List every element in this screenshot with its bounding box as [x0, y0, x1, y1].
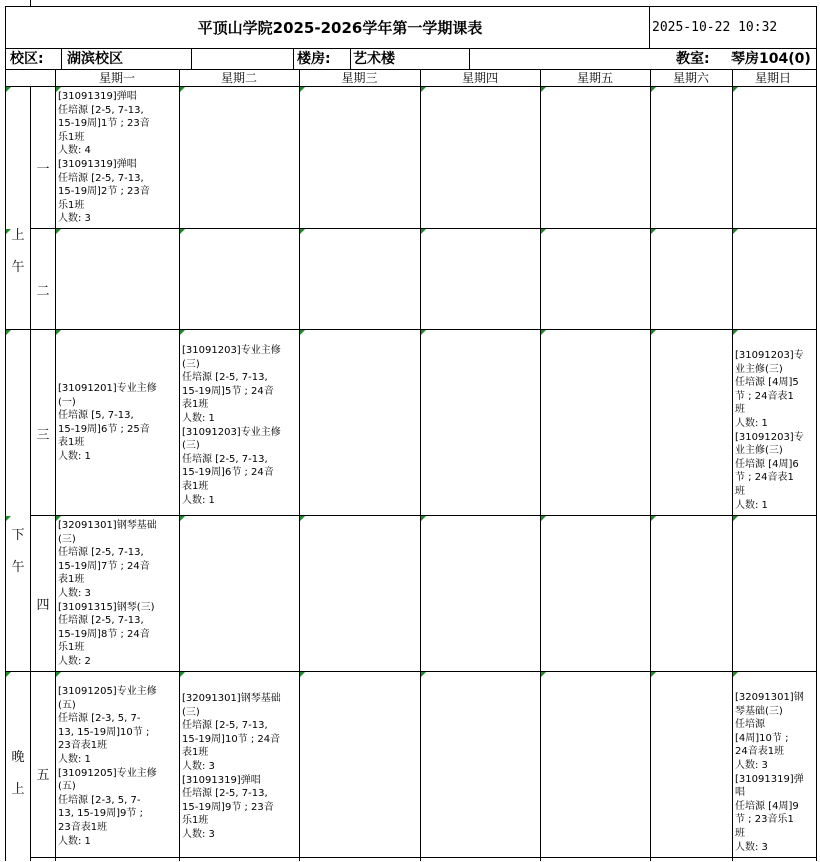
- info-divider-4: [350, 48, 351, 69]
- corner-marker-2-6: [733, 330, 738, 335]
- half-label-morning: 上 午: [11, 228, 25, 275]
- period-label-3: 三: [36, 428, 50, 443]
- day-header-mon: 星期一: [98, 71, 135, 85]
- corner-marker-0-1: [180, 87, 185, 92]
- corner-marker-3-2: [300, 516, 305, 521]
- corner-marker-half-0: [6, 87, 11, 92]
- corner-marker-0-5: [651, 87, 656, 92]
- building-value: 艺术楼: [353, 51, 395, 67]
- corner-marker-4-2: [300, 672, 305, 677]
- corner-marker-half-2: [6, 330, 11, 335]
- col-line-2: [299, 69, 300, 861]
- corner-marker-half-4: [6, 672, 11, 677]
- corner-marker-0-3: [421, 87, 426, 92]
- row-line-5: [30, 857, 816, 858]
- frame-top: [5, 6, 816, 7]
- period-label-4: 四: [36, 598, 50, 613]
- info-divider-2: [191, 48, 192, 69]
- course-cell-p5-sun: [32091301]钢 琴基础(三) 任培源 [4周]10节 ; 24音表1班 人数: 3 [31091319]弹 唱 任培源 [4周]9 节 ; 23音乐1 班 人数: 3: [735, 692, 804, 853]
- corner-marker-3-1: [180, 516, 185, 521]
- day-header-tue: 星期二: [220, 71, 257, 85]
- afternoon-evening-separator: [5, 671, 816, 672]
- course-cell-p4-mon: [32091301]钢琴基础 (三) 任培源 [2-5, 7-13, 15-19周]7节 ; 24音 表1班 人数: 3 [31091315]钢琴(三) 任培源 [2-5, 7-13, 15-19周]8节 ; 24音 乐1班 人数: 2: [58, 520, 157, 667]
- corner-marker-2-3: [421, 330, 426, 335]
- course-cell-p1-mon: [31091319]弹唱 任培源 [2-5, 7-13, 15-19周]1节 ; 23音 乐1班 人数: 4 [31091319]弹唱 任培源 [2-5, 7-13, 15-19周]2节 ; 23音 乐1班 人数: 3: [58, 91, 150, 225]
- room-label: 教室:: [676, 51, 710, 67]
- period-label-2: 二: [36, 284, 50, 299]
- corner-marker-4-6: [733, 672, 738, 677]
- room-value: 琴房104(0): [731, 51, 811, 67]
- corner-marker-2-0: [56, 330, 61, 335]
- corner-marker-3-6: [733, 516, 738, 521]
- corner-marker-4-4: [541, 672, 546, 677]
- col-line-3: [420, 69, 421, 861]
- corner-marker-3-5: [651, 516, 656, 521]
- corner-marker-1-5: [651, 229, 656, 234]
- info-divider-3: [293, 48, 294, 69]
- frame-right: [816, 6, 817, 861]
- info-divider-5: [469, 48, 470, 69]
- day-header-sat: 星期六: [672, 71, 709, 85]
- day-header-thu: 星期四: [461, 71, 498, 85]
- day-header-wed: 星期三: [341, 71, 378, 85]
- corner-marker-4-5: [651, 672, 656, 677]
- corner-marker-2-1: [180, 330, 185, 335]
- course-cell-p5-tue: [32091301]钢琴基础 (三) 任培源 [2-5, 7-13, 15-19周]10节 ; 24音 表1班 人数: 3 [31091319]弹唱 任培源 [2-5, 7-13, 15-19周]9节 ; 23音 乐1班 人数: 3: [182, 693, 281, 840]
- course-cell-p3-mon: [31091201]专业主修 (一) 任培源 [5, 7-13, 15-19周]6节 ; 25音 表1班 人数: 1: [58, 383, 157, 462]
- corner-marker-2-5: [651, 330, 656, 335]
- corner-marker-1-4: [541, 229, 546, 234]
- half-label-afternoon: 下 午: [11, 528, 25, 575]
- morning-afternoon-separator: [5, 329, 816, 330]
- corner-marker-0-6: [733, 87, 738, 92]
- period-label-1: 一: [36, 162, 50, 177]
- corner-marker-0-2: [300, 87, 305, 92]
- day-header-fri: 星期五: [576, 71, 613, 85]
- corner-marker-2-2: [300, 330, 305, 335]
- corner-marker-4-1: [180, 672, 185, 677]
- corner-marker-1-2: [300, 229, 305, 234]
- corner-marker-2-4: [541, 330, 546, 335]
- col-line-5: [650, 69, 651, 861]
- corner-marker-1-6: [733, 229, 738, 234]
- corner-marker-3-4: [541, 516, 546, 521]
- corner-marker-1-3: [421, 229, 426, 234]
- top-tick: [30, 0, 31, 7]
- corner-marker-3-3: [421, 516, 426, 521]
- page-title: 平顶山学院2025-2026学年第一学期课表: [197, 19, 483, 37]
- half-label-evening: 晚 上: [11, 750, 25, 797]
- timestamp: 2025-10-22 10:32: [652, 20, 778, 35]
- corner-marker-1-1: [180, 229, 185, 234]
- course-cell-p5-mon: [31091205]专业主修 (五) 任培源 [2-3, 5, 7- 13, 15-19周]10节 ; 23音表1班 人数: 1 [31091205]专业主修 (五) 任培源 [2-3, 5, 7- 13, 15-19周]9节 ; 23音表1班 人数: 1: [58, 686, 157, 847]
- day-header-sun: 星期日: [754, 71, 791, 85]
- corner-marker-1-0: [56, 229, 61, 234]
- corner-marker-4-3: [421, 672, 426, 677]
- corner-marker-half-3: [6, 516, 11, 521]
- course-cell-p3-tue: [31091203]专业主修 (三) 任培源 [2-5, 7-13, 15-19周]5节 ; 24音 表1班 人数: 1 [31091203]专业主修 (三) 任培源 [2-5, 7-13, 15-19周]6节 ; 24音 表1班 人数: 1: [182, 345, 281, 506]
- building-label: 楼房:: [297, 51, 331, 67]
- campus-value: 湖滨校区: [67, 51, 123, 67]
- corner-marker-4-0: [56, 672, 61, 677]
- campus-label: 校区:: [10, 51, 44, 67]
- col-line-4: [540, 69, 541, 861]
- frame-left: [5, 6, 6, 861]
- course-cell-p3-sun: [31091203]专 业主修(三) 任培源 [4周]5 节 ; 24音表1 班 人数: 1 [31091203]专 业主修(三) 任培源 [4周]6 节 ; 24音表1 班 人数: 1: [735, 350, 804, 511]
- half-col-line: [30, 86, 31, 861]
- period-label-5: 五: [36, 768, 50, 783]
- corner-marker-0-4: [541, 87, 546, 92]
